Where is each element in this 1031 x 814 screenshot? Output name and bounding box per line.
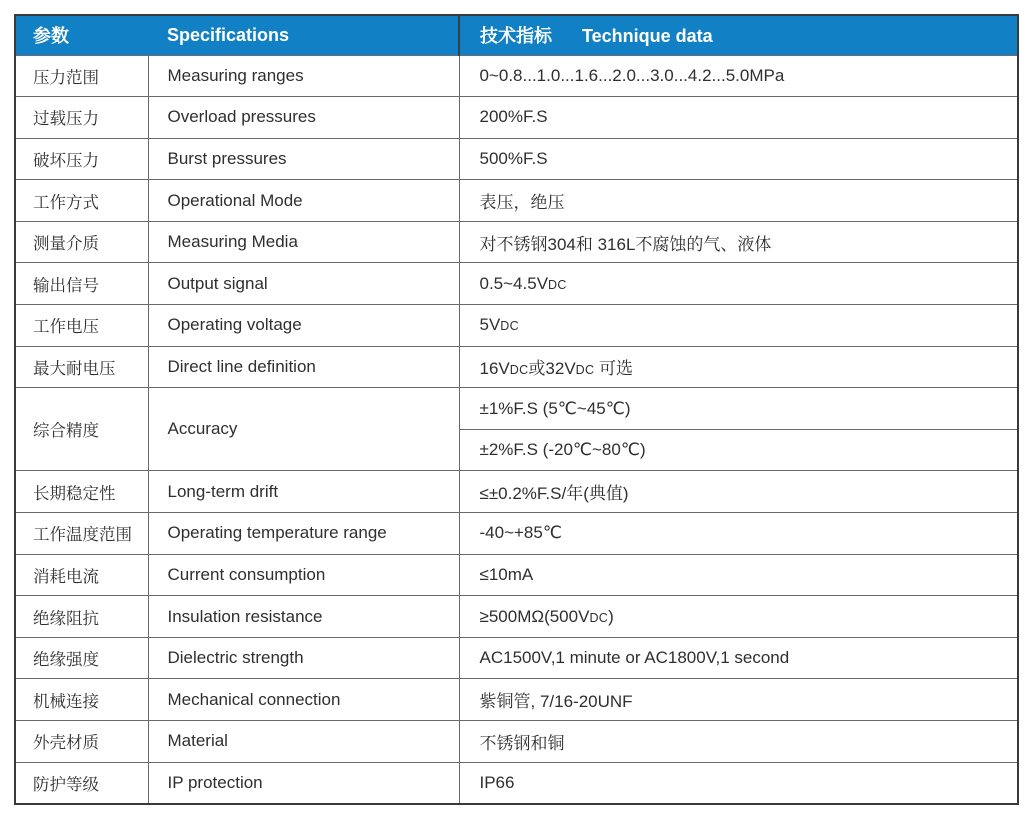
value-cell: ≤±0.2%F.S/年(典值)	[459, 471, 1018, 513]
param-cn-cell: 机械连接	[15, 679, 148, 721]
spec-sheet	[14, 14, 1019, 805]
param-en-cell: Accuracy	[148, 388, 459, 471]
spec-row-2	[15, 138, 1018, 180]
value-cell: -40~+85℃	[459, 513, 1018, 555]
value-cell: ±2%F.S (-20℃~80℃)	[459, 429, 1018, 471]
spec-row-6	[15, 305, 1018, 347]
value-cell: 200%F.S	[459, 97, 1018, 139]
param-en-cell: Output signal	[148, 263, 459, 305]
param-en-cell: Burst pressures	[148, 138, 459, 180]
header-param: 参数	[15, 15, 148, 55]
param-en-cell: Insulation resistance	[148, 596, 459, 638]
param-en-cell: Direct line definition	[148, 346, 459, 388]
param-en-cell: Mechanical connection	[148, 679, 459, 721]
spec-row-5	[15, 263, 1018, 305]
value-cell: 5VDC	[459, 305, 1018, 347]
specifications-table	[14, 14, 1019, 805]
spec-row-11	[15, 554, 1018, 596]
value-cell: ≤10mA	[459, 554, 1018, 596]
spec-row-10	[15, 513, 1018, 555]
param-cn-cell: 输出信号	[15, 263, 148, 305]
header-row	[15, 15, 1018, 55]
value-cell: ±1%F.S (5℃~45℃)	[459, 388, 1018, 430]
param-en-cell: Measuring Media	[148, 221, 459, 263]
param-en-cell: Operating temperature range	[148, 513, 459, 555]
spec-row-15	[15, 721, 1018, 763]
spec-row-0	[15, 55, 1018, 97]
spec-row-3	[15, 180, 1018, 222]
param-en-cell: Dielectric strength	[148, 637, 459, 679]
param-cn-cell: 工作电压	[15, 305, 148, 347]
spec-row-9	[15, 471, 1018, 513]
param-cn-cell: 消耗电流	[15, 554, 148, 596]
param-cn-cell: 外壳材质	[15, 721, 148, 763]
param-en-cell: Long-term drift	[148, 471, 459, 513]
header-technique-data	[459, 15, 1018, 55]
value-cell: AC1500V,1 minute or AC1800V,1 second	[459, 637, 1018, 679]
header-specifications: Specifications	[148, 15, 459, 55]
param-cn-cell: 破坏压力	[15, 138, 148, 180]
param-en-cell: Measuring ranges	[148, 55, 459, 97]
spec-row-8	[15, 388, 1018, 430]
value-cell: IP66	[459, 762, 1018, 804]
spec-row-16	[15, 762, 1018, 804]
param-cn-cell: 工作方式	[15, 180, 148, 222]
header-technique-en: Technique data	[582, 26, 713, 47]
param-cn-cell: 过载压力	[15, 97, 148, 139]
spec-row-7	[15, 346, 1018, 388]
param-en-cell: Current consumption	[148, 554, 459, 596]
value-cell: 紫铜管, 7/16-20UNF	[459, 679, 1018, 721]
value-cell: 表压，绝压	[459, 180, 1018, 222]
param-en-cell: Overload pressures	[148, 97, 459, 139]
param-cn-cell: 综合精度	[15, 388, 148, 471]
param-en-cell: IP protection	[148, 762, 459, 804]
value-cell: ≥500MΩ(500VDC)	[459, 596, 1018, 638]
spec-row-13	[15, 637, 1018, 679]
param-cn-cell: 工作温度范围	[15, 513, 148, 555]
value-cell: 500%F.S	[459, 138, 1018, 180]
param-cn-cell: 长期稳定性	[15, 471, 148, 513]
param-cn-cell: 防护等级	[15, 762, 148, 804]
param-cn-cell: 测量介质	[15, 221, 148, 263]
spec-row-1	[15, 97, 1018, 139]
value-cell: 16VDC或32VDC 可选	[459, 346, 1018, 388]
param-cn-cell: 绝缘强度	[15, 637, 148, 679]
param-en-cell: Operational Mode	[148, 180, 459, 222]
spec-row-12	[15, 596, 1018, 638]
value-cell: 0.5~4.5VDC	[459, 263, 1018, 305]
spec-row-4	[15, 221, 1018, 263]
param-en-cell: Operating voltage	[148, 305, 459, 347]
param-cn-cell: 最大耐电压	[15, 346, 148, 388]
value-cell: 0~0.8...1.0...1.6...2.0...3.0...4.2...5.0MPa	[459, 55, 1018, 97]
header-technique-cn: 技术指标	[480, 26, 552, 47]
param-en-cell: Material	[148, 721, 459, 763]
param-cn-cell: 压力范围	[15, 55, 148, 97]
value-cell: 不锈钢和铜	[459, 721, 1018, 763]
value-cell: 对不锈钢304和 316L不腐蚀的气、液体	[459, 221, 1018, 263]
spec-row-14	[15, 679, 1018, 721]
param-cn-cell: 绝缘阻抗	[15, 596, 148, 638]
